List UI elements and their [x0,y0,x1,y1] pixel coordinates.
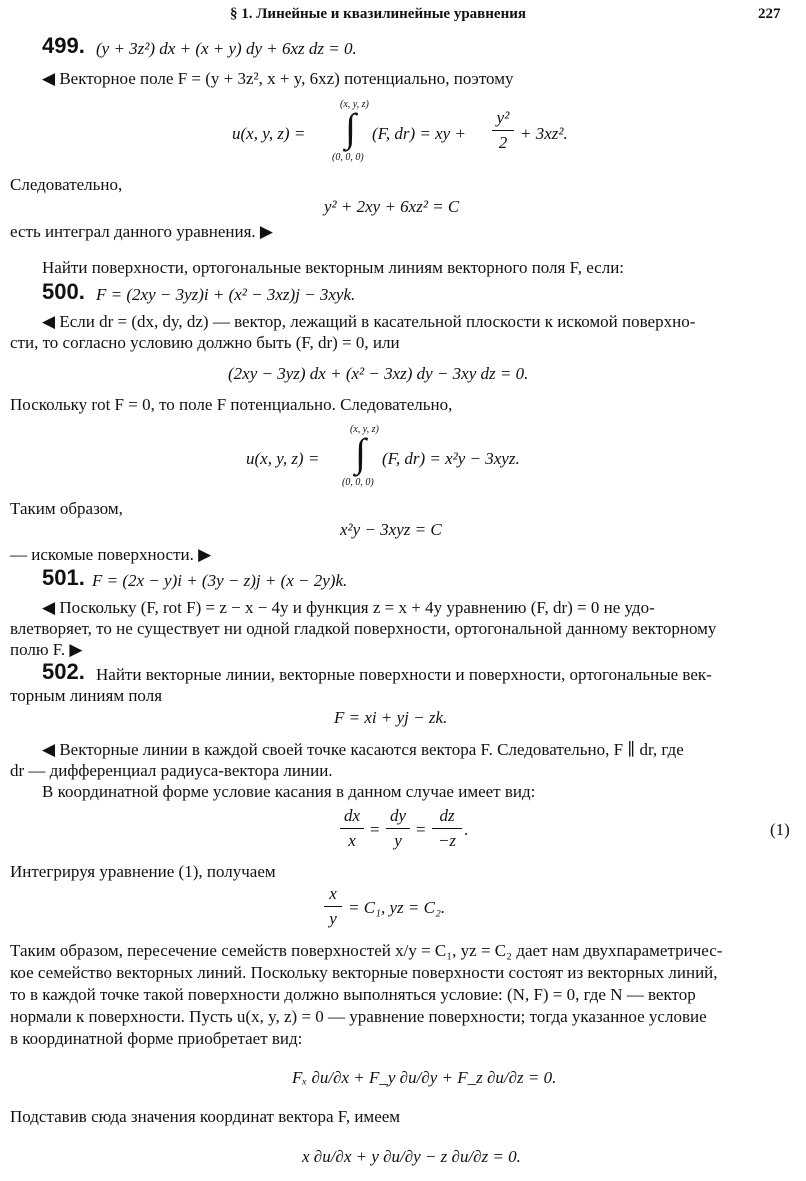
integral-upper-limit-500: (x, y, z) [350,424,379,435]
period: . [464,820,469,839]
solution-502-line-12: Подставив сюда значения координат вектора F, имеем [10,1107,401,1126]
problem-501-equation: F = (2x − y)i + (3y − z)j + (x − 2y)k. [92,571,348,590]
solution-499-line-3: есть интеграл данного уравнения. ▶ [10,222,274,241]
fraction-dz-over-minus-z [432,806,462,851]
page-number: 227 [758,6,781,22]
solution-500-line-2: сти, то согласно условию должно быть (F, dr) = 0, или [10,333,400,352]
problem-502-line-1: Найти векторные линии, векторные поверхности и поверхности, ортогональные век- [96,665,712,684]
solution-500-line-1: ◀ Если dr = (dx, dy, dz) — вектор, лежащий в касательной плоскости к искомой поверхно- [42,312,696,331]
fraction-bar [432,828,462,829]
integral-sign: ∫ [345,105,356,150]
integral-lhs-500: u(x, y, z) = [246,449,320,468]
solution-501-line-1: ◀ Поскольку (F, rot F) = z − x − 4y и функция z = x + 4y уравнению (F, dr) = 0 не удо- [42,598,655,617]
integral-tail: + 3xz². [520,124,568,143]
fraction-numerator: x [329,884,337,903]
fraction-denominator: y [329,909,337,928]
solution-502-line-4: dr — дифференциал радиуса-вектора линии. [10,761,333,780]
solution-502-line-8: кое семейство векторных линий. Поскольку векторные поверхности состоят из векторных линий, [10,963,718,982]
solution-502-line-11: в координатной форме приобретает вид: [10,1029,303,1048]
fraction-numerator: dz [439,806,455,825]
solution-502-line-9: то в каждой точке такой поверхности должно выполняться условие: (N, F) = 0, где N — вектор [10,985,696,1004]
solution-502-line-3: ◀ Векторные линии в каждой своей точке касаются вектора F. Следовательно, F ∥ dr, где [42,740,684,759]
solution-502-line-5: В координатной форме условие касания в данном случае имеет вид: [42,782,536,801]
equals-sign: = [370,820,380,839]
solution-499-line-2: Следовательно, [10,175,123,194]
problem-number-499: 499. [42,33,85,58]
problem-number-502: 502. [42,659,85,684]
pde-general: Fₓ ∂u/∂x + F_y ∂u/∂y + F_z ∂u/∂z = 0. [292,1068,557,1087]
fraction-bar [492,130,514,131]
integral-sign-500: ∫ [355,430,366,475]
fraction-dy-over-y [386,806,410,851]
fraction-dx-over-x [340,806,364,851]
problem-499-equation: (y + 3z²) dx + (x + y) dy + 6xz dz = 0. [96,39,357,58]
integral-lower-limit: (0, 0, 0) [332,152,364,163]
problem-500-equation: F = (2xy − 3yz)i + (x² − 3xz)j − 3xyk. [96,285,356,304]
integral-lower-limit-500: (0, 0, 0) [342,477,374,488]
fraction-x-over-y [324,884,342,929]
solution-502-line-7: Таким образом, пересечение семейств поверхностей x/y = C₁, yz = C₂ дает нам двухпараметричес- [10,941,723,960]
equals-sign: = [416,820,426,839]
solution-499-line-1: ◀ Векторное поле F = (y + 3z², x + y, 6xz) потенциально, поэтому [42,69,514,88]
pde-specific: x ∂u/∂x + y ∂u/∂y − z ∂u/∂z = 0. [302,1147,521,1166]
fraction-bar [386,828,410,829]
task-intro: Найти поверхности, ортогональные векторным линиям векторного поля F, если: [42,258,625,277]
equation-number: (1) [770,820,790,839]
fraction-denominator: y [394,831,402,850]
solution-500-line-4: Таким образом, [10,499,123,518]
solution-502-line-6: Интегрируя уравнение (1), получаем [10,862,276,881]
solution-501-line-3: полю F. ▶ [10,640,83,659]
solution-500-equation: (2xy − 3yz) dx + (x² − 3xz) dy − 3xy dz = 0. [228,364,529,383]
solution-500-result: x²y − 3xyz = C [340,520,442,539]
fraction-denominator: 2 [498,133,508,152]
problem-number-500: 500. [42,279,85,304]
integral-lhs: u(x, y, z) = [232,124,306,143]
solution-501-line-2: влетворяет, то не существует ни одной гладкой поверхности, ортогональной данному векторному [10,619,717,638]
fraction-numerator: y² [496,108,510,127]
fraction-y2-over-2 [492,108,514,153]
fraction-denominator: x [348,831,356,850]
integral-rhs-500: (F, dr) = x²y − 3xyz. [382,449,520,468]
solution-502-line-10: нормали к поверхности. Пусть u(x, y, z) = 0 — уравнение поверхности; тогда указанное условие [10,1007,707,1026]
integral-upper-limit: (x, y, z) [340,99,369,110]
fraction-numerator: dx [343,806,361,825]
problem-502-line-2: торным линиям поля [10,686,163,705]
problem-502-field: F = xi + yj − zk. [334,708,448,727]
fraction-bar [340,828,364,829]
fraction-numerator: dy [389,806,407,825]
solution-500-line-5: — искомые поверхности. ▶ [10,545,212,564]
problem-number-501: 501. [42,565,85,590]
integral-rhs: (F, dr) = xy + [372,124,466,143]
fraction-bar [324,906,342,907]
solution-500-line-3: Поскольку rot F = 0, то поле F потенциально. Следовательно, [10,395,453,414]
solution-499-integral: y² + 2xy + 6xz² = C [324,197,460,216]
running-header: § 1. Линейные и квазилинейные уравнения [230,6,526,22]
first-integrals: = C₁, yz = C₂. [348,898,446,917]
fraction-denominator: −z [437,831,457,850]
